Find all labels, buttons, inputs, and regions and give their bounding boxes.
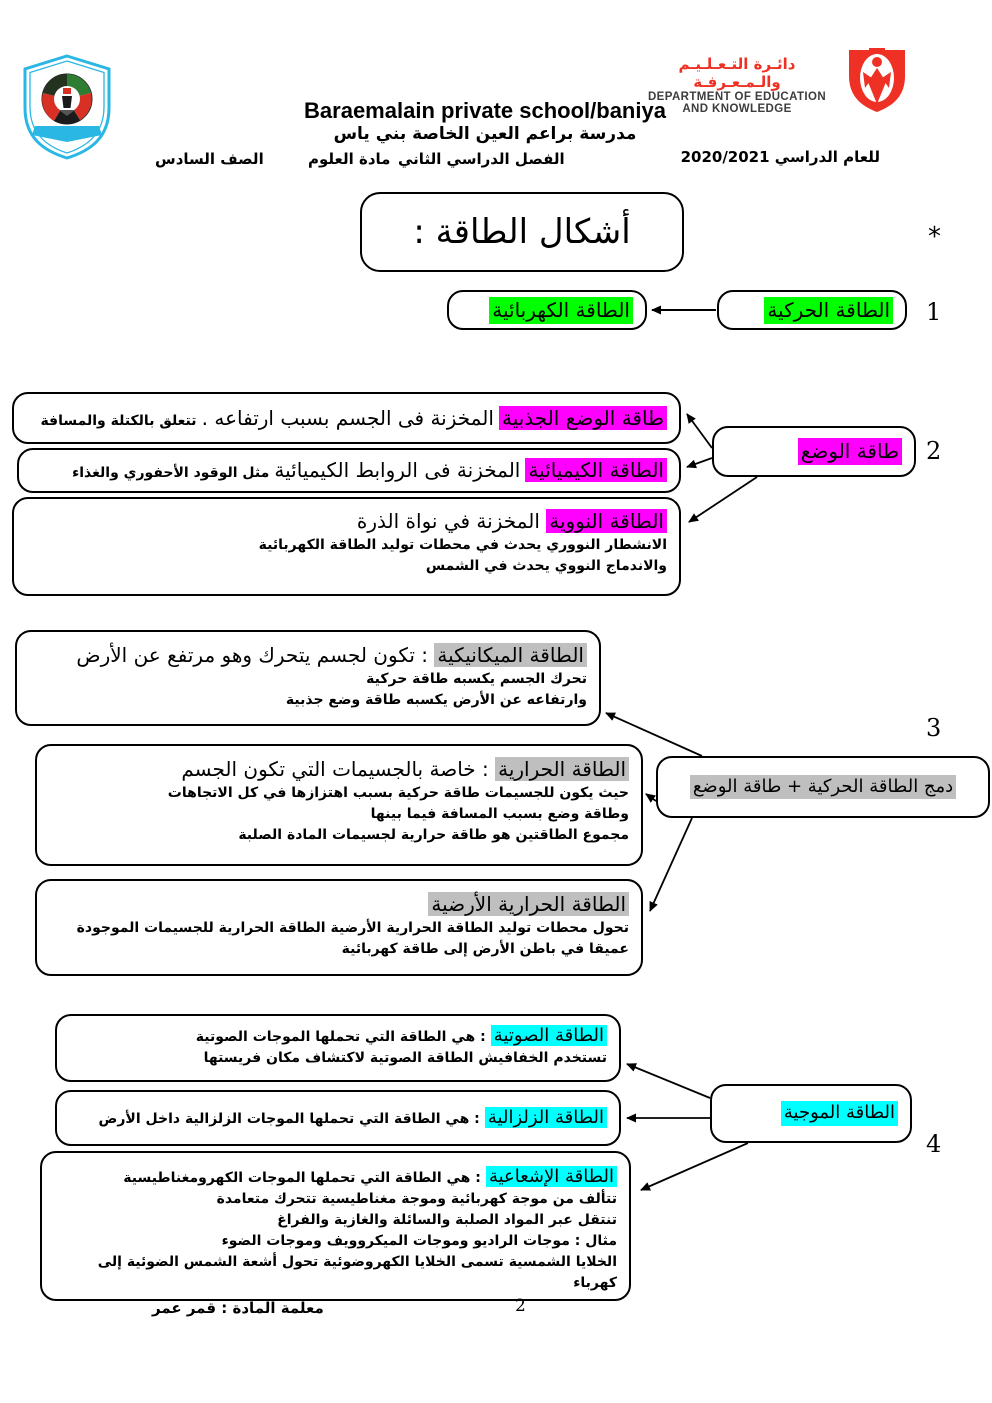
gravitational-potential-note: تتعلق بالكتلة والمسافة — [40, 412, 197, 429]
sound-energy-text: : هي الطاقة التي تحملها الموجات الصوتية — [195, 1029, 486, 1045]
kinetic-energy-term: الطاقة الحركية — [764, 297, 893, 324]
school-crest-icon — [18, 52, 116, 162]
box-seismic-energy — [55, 1090, 621, 1146]
box-mechanical-energy — [15, 630, 601, 726]
thermal-energy-line1: حيث يكون للجسيمات طاقة حركية بسبب اهتزازها في كل الاتجاهات — [167, 785, 629, 801]
potential-energy-term: طاقة الوضع — [798, 438, 902, 465]
radiant-energy-text: : هي الطاقة التي تحملها الموجات الكهرومغناطيسية — [123, 1170, 481, 1186]
adek-name-ar: دائـرة التـعـلـيـم والـمـعـرفـة — [678, 55, 796, 91]
box-wave-energy — [710, 1084, 912, 1143]
geothermal-energy-term: الطاقة الحرارية الأرضية — [428, 892, 629, 916]
mechanical-energy-term: الطاقة الميكانيكية — [434, 643, 587, 667]
radiant-energy-term: الطاقة الإشعاعية — [486, 1166, 617, 1187]
mechanical-energy-line2: وارتفاعه عن الأرض يكسبه طاقة وضع جذبية — [285, 692, 587, 708]
gravitational-potential-text: المخزنة فى الجسم بسبب ارتفاعه . — [201, 405, 494, 430]
chemical-energy-text: المخزنة فى الروابط الكيميائية — [274, 458, 521, 482]
gravitational-potential-term: طاقة الوضع الجذبية — [499, 406, 667, 430]
box-merge-kinetic-potential — [656, 756, 990, 818]
nuclear-energy-text: المخزنة في نواة الذرة — [356, 509, 540, 533]
box-potential-energy — [712, 426, 916, 477]
geothermal-energy-line2: عميقا في باطن الأرض إلى طاقة كهربائية — [341, 941, 629, 957]
chemical-energy-note: مثل الوقود الأحفوري والغذاء — [72, 465, 270, 481]
mechanical-energy-line1: تحرك الجسم يكسبه طاقة حركية — [366, 671, 587, 687]
section-number-3: 3 — [926, 714, 942, 742]
radiant-energy-line2: تنتقل عبر المواد الصلبة والسائلة والغازية والفراغ — [277, 1212, 617, 1229]
grade: الصف السادس — [155, 150, 264, 168]
chemical-energy-term: الطاقة الكيميائية — [525, 458, 667, 482]
box-nuclear-energy — [12, 497, 681, 596]
box-chemical-energy — [17, 448, 681, 493]
electrical-energy-term: الطاقة الكهربائية — [489, 297, 633, 324]
school-name-ar: مدرسة براعم العين الخاصة بني ياس — [333, 124, 637, 144]
box-gravitational-potential — [12, 392, 681, 444]
adek-name-en-line1: DEPARTMENT OF EDUCATION — [647, 91, 827, 103]
section-number-4: 4 — [926, 1130, 942, 1158]
seismic-energy-text: : هي الطاقة التي تحملها الموجات الزلزالية داخل الأرض — [98, 1110, 480, 1127]
term: الفصل الدراسي الثاني — [398, 150, 565, 168]
geothermal-energy-line1: تحول محطات توليد الطاقة الحرارية الأرضية الطاقة الحرارية للجسيمات الموجودة — [76, 920, 629, 936]
nuclear-fusion-line: والاندماج النووي يحدث في الشمس — [425, 558, 667, 574]
school-name-en: Baraemalain private school/baniya — [304, 98, 666, 123]
star-mark: * — [928, 222, 941, 252]
radiant-energy-line1: تتألف من موجة كهربائية وموجة مغناطيسية تتحرك متعامدة — [216, 1191, 617, 1208]
adek-logo — [638, 55, 836, 115]
seismic-energy-term: الطاقة الزلزالية — [485, 1107, 607, 1128]
thermal-energy-line2: وطاقة وضع بسبب المسافة فيما بينها — [370, 806, 629, 822]
sound-energy-line1: تستخدم الخفافيش الطاقة الصوتية لاكتشاف مكان فريستها — [203, 1050, 607, 1067]
box-radiant-energy — [40, 1151, 631, 1301]
mechanical-energy-text: : تكون لجسم يتحرك وهو مرتفع عن الأرض — [76, 643, 429, 667]
page-number: 2 — [515, 1296, 526, 1316]
nuclear-fission-line: الانشطار النووري يحدث في محطات توليد الطاقة الكهربائية — [258, 537, 667, 553]
sound-energy-term: الطاقة الصوتية — [491, 1025, 607, 1046]
thermal-energy-text: : خاصة بالجسيمات التي تكون الجسم — [181, 757, 489, 781]
box-electrical-energy — [447, 290, 647, 330]
thermal-energy-line3: مجموع الطاقتين هو طاقة حرارية لجسيمات المادة الصلبة — [238, 827, 629, 843]
page-title: أشكال الطاقة : — [360, 192, 684, 272]
radiant-energy-line4: الخلايا الشمسية تسمى الخلايا الكهروضوئية تحول أشعة الشمس الضوئية إلى كهرباء — [97, 1254, 617, 1292]
adek-emblem-icon — [843, 46, 911, 114]
box-geothermal-energy — [35, 879, 643, 976]
radiant-energy-line3: مثال : موجات الراديو وموجات الميكروويف وموجات الضوء — [221, 1233, 617, 1250]
box-sound-energy — [55, 1014, 621, 1082]
teacher-name: معلمة المادة : قمر عمر — [152, 1299, 324, 1317]
nuclear-energy-term: الطاقة النووية — [546, 509, 667, 533]
section-number-2: 2 — [926, 437, 942, 465]
box-thermal-energy — [35, 744, 643, 866]
adek-name-en-line2: AND KNOWLEDGE — [682, 103, 792, 115]
section-number-1: 1 — [926, 298, 942, 326]
box-kinetic-energy — [717, 290, 907, 330]
thermal-energy-term: الطاقة الحرارية — [495, 757, 629, 781]
subject: مادة العلوم — [308, 150, 391, 168]
school-year: للعام الدراسي 2020/2021 — [680, 148, 880, 166]
merge-kinetic-potential-term: دمج الطاقة الحركية + طاقة الوضع — [690, 775, 956, 799]
wave-energy-term: الطاقة الموجية — [781, 1101, 898, 1125]
